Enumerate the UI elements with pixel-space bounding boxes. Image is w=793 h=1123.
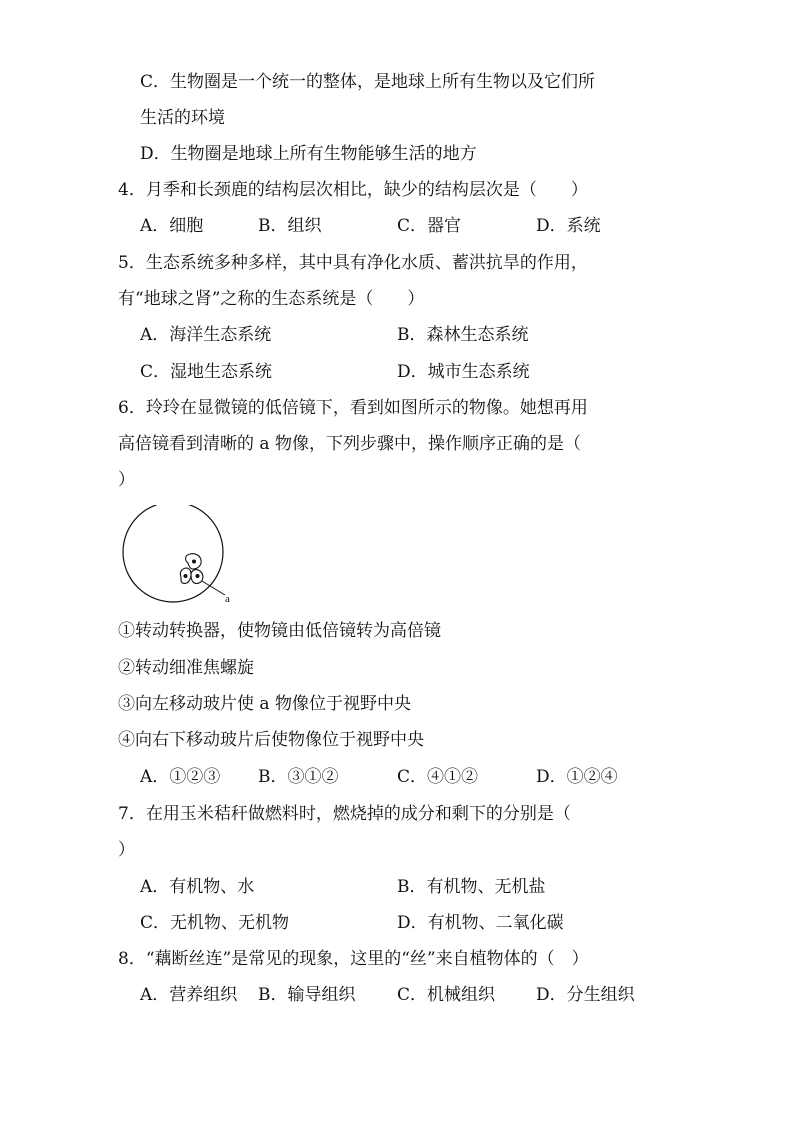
q5-stem-line1: 5．生态系统多种多样，其中具有净化水质、蓄洪抗旱的作用，	[118, 253, 588, 273]
q5-option-b: B．森林生态系统	[397, 325, 529, 345]
q5-stem-line2: 有“地球之肾”之称的生态系统是（ ）	[118, 289, 425, 309]
q4-option-b: B．组织	[258, 216, 322, 236]
q4-option-c: C．器官	[397, 216, 462, 236]
q4-option-a: A．细胞	[140, 216, 204, 236]
q7-option-a: A．有机物、水	[140, 877, 255, 897]
field-of-view-circle	[123, 505, 223, 602]
figure-label-a: a	[225, 593, 230, 605]
label-pointer-line	[202, 581, 225, 595]
q6-stem-line2: 高倍镜看到清晰的 a 物像，下列步骤中，操作顺序正确的是（	[118, 434, 581, 454]
q8-option-d: D．分生组织	[536, 985, 635, 1005]
q6-option-b: B．③①②	[258, 767, 339, 787]
q6-step-3: ③向左移动玻片使 a 物像位于视野中央	[118, 694, 411, 714]
q7-option-b: B．有机物、无机盐	[397, 877, 546, 897]
q7-option-c: C．无机物、无机物	[140, 913, 290, 933]
q8-option-b: B．输导组织	[258, 985, 356, 1005]
q8-option-a: A．营养组织	[140, 985, 238, 1005]
q3-option-d: D．生物圈是地球上所有生物能够生活的地方	[140, 144, 477, 164]
q6-option-a: A．①②③	[140, 767, 221, 787]
cell-right-nucleus	[196, 574, 200, 578]
q5-option-d: D．城市生态系统	[397, 362, 530, 382]
q7-stem-line1: 7．在用玉米秸秆做燃料时，燃烧掉的成分和剩下的分别是（	[118, 804, 571, 824]
cell-top-nucleus	[192, 560, 196, 564]
q5-option-a: A．海洋生态系统	[140, 325, 272, 345]
q6-stem-line3: ）	[118, 470, 135, 490]
microscope-field-figure	[118, 505, 248, 605]
q6-step-2: ②转动细准焦螺旋	[118, 658, 254, 678]
q6-step-1: ①转动转换器，使物镜由低倍镜转为高倍镜	[118, 621, 441, 641]
q3-option-c-line1: C．生物圈是一个统一的整体，是地球上所有生物以及它们所	[140, 72, 596, 92]
q6-option-c: C．④①②	[397, 767, 479, 787]
q6-step-4: ④向右下移动玻片后使物像位于视野中央	[118, 730, 424, 750]
q8-option-c: C．机械组织	[397, 985, 496, 1005]
q6-option-d: D．①②④	[536, 767, 618, 787]
q4-stem: 4．月季和长颈鹿的结构层次相比，缺少的结构层次是（ ）	[118, 180, 588, 200]
cell-left-nucleus	[184, 574, 188, 578]
q6-stem-line1: 6．玲玲在显微镜的低倍镜下，看到如图所示的物像。她想再用	[118, 398, 588, 418]
q5-option-c: C．湿地生态系统	[140, 362, 273, 382]
q7-stem-line2: ）	[118, 840, 135, 860]
q8-stem: 8．“藕断丝连”是常见的现象，这里的“丝”来自植物体的（ ）	[118, 949, 589, 969]
q3-option-c-line2: 生活的环境	[140, 108, 225, 128]
q7-option-d: D．有机物、二氧化碳	[397, 913, 564, 933]
q4-option-d: D．系统	[536, 216, 601, 236]
